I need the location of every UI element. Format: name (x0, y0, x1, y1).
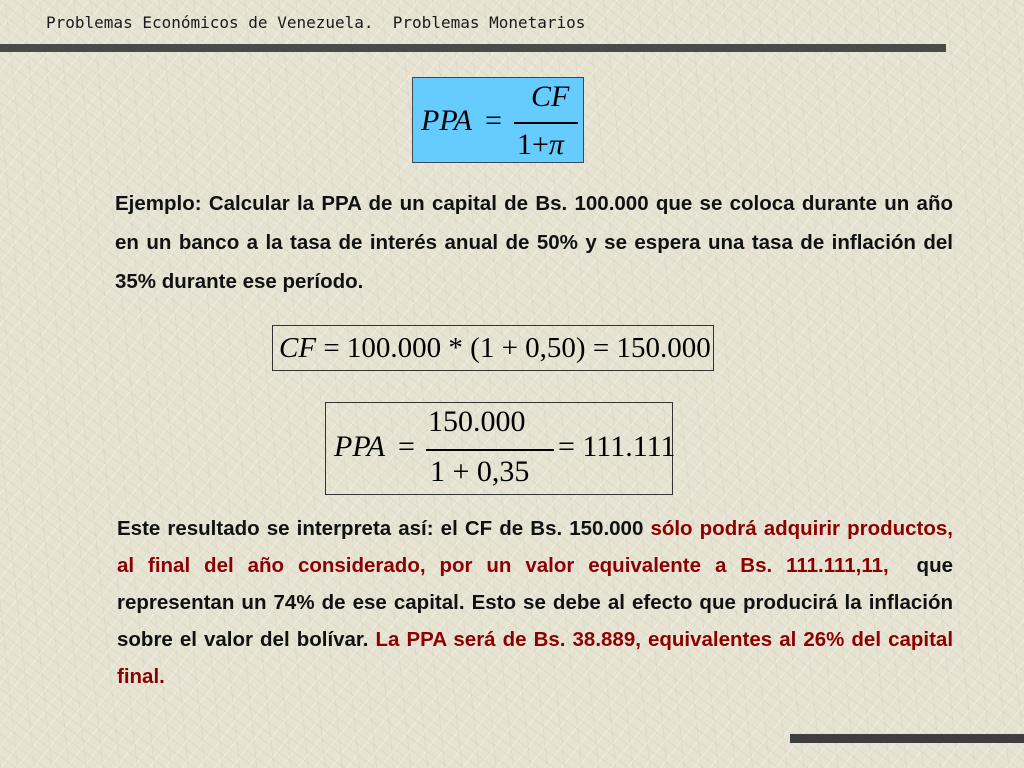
ppa-calc-equals: = (398, 430, 415, 463)
ppa-formula-equals: = (485, 104, 502, 137)
ppa-calculation-box (325, 402, 676, 495)
ppa-formula-box (412, 77, 584, 163)
pi-symbol: π (548, 128, 564, 161)
fraction-bar (426, 449, 554, 451)
header-divider (0, 44, 946, 52)
ppa-calc-denominator: 1 + 0,35 (430, 455, 530, 488)
ppa-calc-lhs: PPA (334, 430, 386, 463)
interpretation-highlight-1: sólo podrá adquirir productos, al final del año considerado, por un valor equivalente a Bs. 111.111,11, (117, 517, 953, 577)
interpretation-part3: que representan un 74% de ese capital. Esto se debe al efecto que producirá la inflación sobre el valor del bolívar. (117, 554, 959, 651)
interpretation-paragraph (117, 510, 959, 695)
ppa-formula-denominator (517, 128, 564, 162)
ppa-formula-lhs: PPA (421, 104, 473, 137)
cf-formula-box (272, 325, 714, 371)
interpretation-highlight-2: La PPA será de Bs. 38.889, equivalentes al 26% del capital final. (117, 628, 954, 688)
ppa-denominator-prefix: 1+ (517, 128, 549, 161)
ppa-formula-numerator: CF (531, 80, 570, 113)
cf-formula-lhs: CF (279, 331, 317, 364)
example-paragraph: Ejemplo: Calcular la PPA de un capital de Bs. 100.000 que se coloca durante un año en un banco a la tasa de interés anual de 50% y se espera una tasa de inflación del 35% durante ese período. (115, 192, 953, 293)
cf-formula-rhs: = 100.000 * (1 + 0,50) = 150.000 (316, 331, 711, 364)
footer-divider (790, 734, 1024, 743)
fraction-bar (514, 122, 578, 124)
slide-header-title: Problemas Económicos de Venezuela. Problemas Monetarios (46, 13, 586, 32)
ppa-calc-result: = 111.111 (558, 430, 676, 463)
ppa-calc-numerator: 150.000 (428, 405, 526, 438)
interpretation-part1: Este resultado se interpreta así: el CF de Bs. 150.000 (117, 517, 651, 540)
